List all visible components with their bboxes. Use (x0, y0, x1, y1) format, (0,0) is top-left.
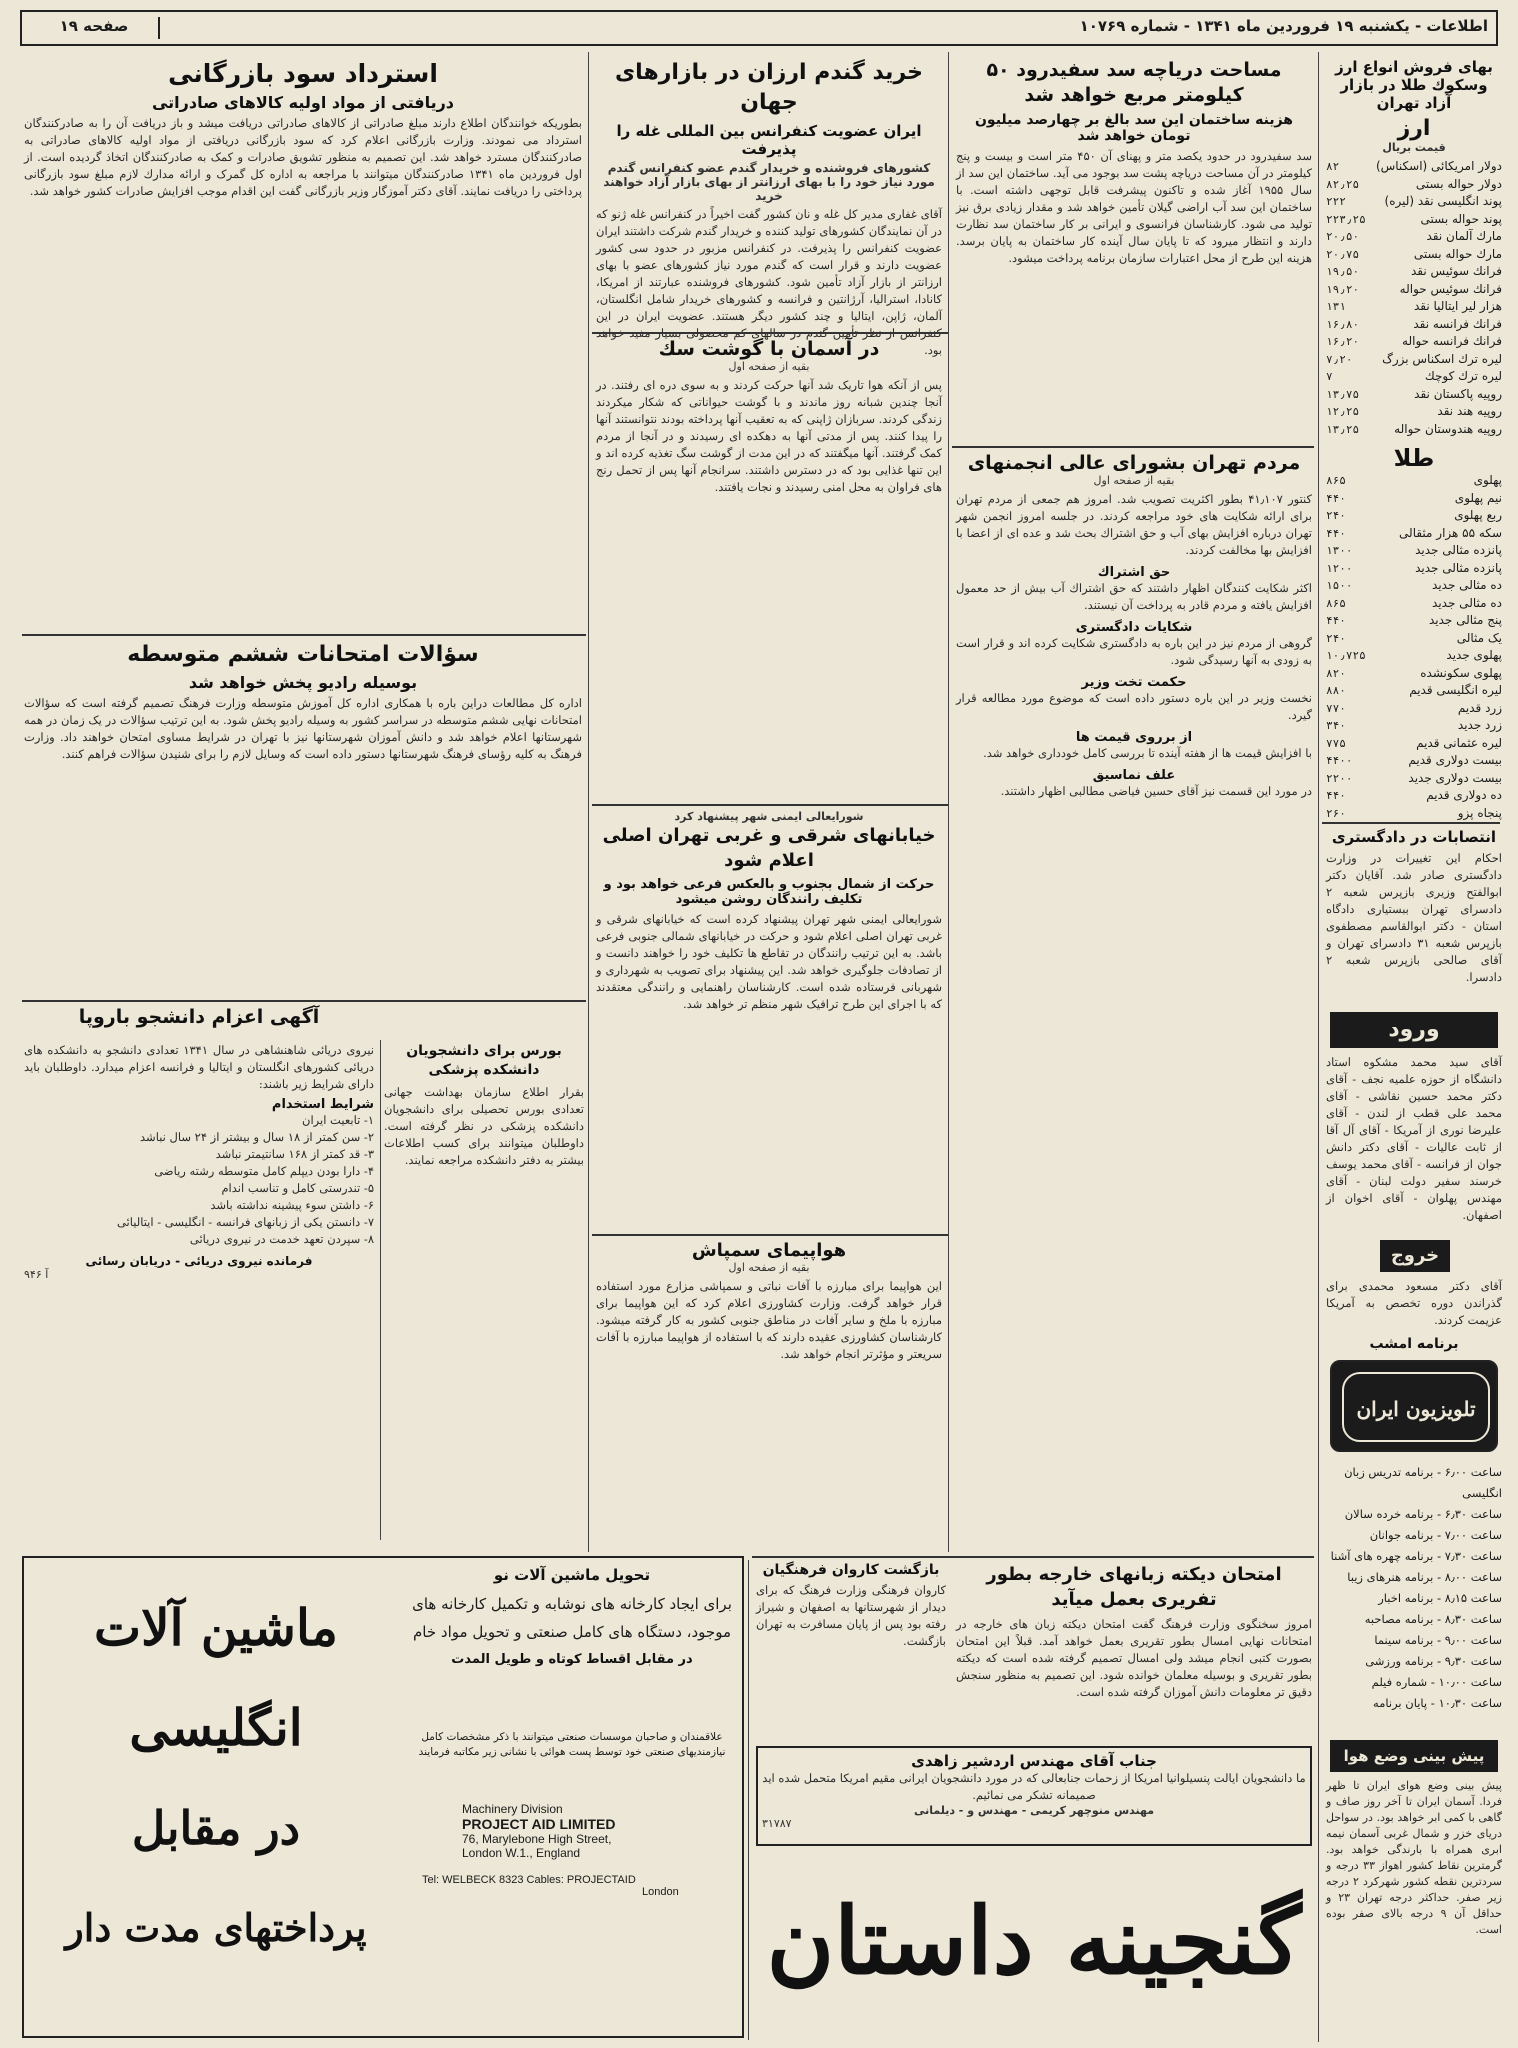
price-name: نیم پهلوی (1454, 490, 1502, 505)
navy-condition-item: ۱- تابعیت ایران (302, 1113, 374, 1127)
tv-schedule-item: ساعت ۸٫۳۰ - برنامه مصاحبه (1364, 1612, 1502, 1626)
price-row (1326, 507, 1502, 525)
price-name: فرانك سوئیس حواله (1399, 281, 1502, 296)
court-text: احکام این تغییرات در وزارت دادگستری صادر شد. آقایان دکتر ابوالفتح وزیری بازپرس شعبه ۲ دادسرای تهران ببستیاری دادگاه استان - دکتر ابوالقاسم مصطفوی بازپرس شعبه ۳۱ دادسرای تهران و آقای صالحی بازپرس شعبه ۲ دادسرا. (1326, 851, 1502, 984)
graduate-code: ۳۱۷۸۷ (762, 1817, 792, 1830)
machinery-invite: علاقمندان و صاحبان موسسات صنعتی میتوانند با ذکر مشخصات کامل نیازمندیهای صنعتی خود توسط پست هوائی با نشانی زیر مکاتبه فرمایند (418, 1731, 726, 1758)
court-title: انتصابات در دادگستری (1331, 828, 1497, 846)
price-row (1326, 158, 1502, 176)
price-value: ۲۶۰ (1326, 806, 1346, 820)
price-value: ۲۰٫۷۵ (1326, 247, 1360, 261)
price-row (1326, 700, 1502, 718)
price-value: ۲۲۳٫۲۵ (1326, 212, 1366, 226)
tv-schedule-item: ساعت ۶٫۰۰ - برنامه تدریس زبان انگلیسی (1344, 1465, 1502, 1500)
council-text5: با افزایش قیمت ها از هفته آینده تا بررسی کامل خودداری خواهد شد. (983, 746, 1312, 760)
price-row (1326, 612, 1502, 630)
price-name: لیره انگلیسی قدیم (1409, 683, 1502, 697)
profit-article (24, 58, 582, 628)
price-row (1326, 577, 1502, 595)
price-name: پانزده مثالی جدید (1415, 543, 1502, 557)
wheat-subhead: ایران عضویت کنفرانس بین المللی غله را پذیرفت (616, 122, 922, 158)
exams-article (24, 640, 582, 996)
machinery-terms: در مقابل اقساط کوتاه و طویل المدت (451, 1652, 693, 1667)
price-value: ۱۹٫۵۰ (1326, 265, 1360, 278)
departures-title: خروج (1380, 1240, 1450, 1272)
price-name: لیره ترك اسکناس بزرگ (1382, 351, 1502, 366)
language-exam-headline: امتحان دیکته زبانهای خارجه بطور تفریری بعمل میآید (986, 1564, 1282, 1610)
price-row (1326, 193, 1502, 211)
price-row (1326, 351, 1502, 369)
price-name: یک مثالی (1456, 630, 1502, 645)
price-value: ۲۴۰ (1326, 509, 1346, 522)
council-sub3: حکمت تخت وزیر (1081, 675, 1187, 690)
story-ad-title: گنجینه داستان (766, 1887, 1302, 1995)
tv-schedule-item: ساعت ۷٫۳۰ - برنامه چهره های آشنا (1330, 1549, 1502, 1563)
navy-condition-item: ۲- سن کمتر از ۱۸ سال و بیشتر از ۲۴ سال نباشد (140, 1130, 374, 1144)
price-row (1326, 542, 1502, 560)
machinery-top-title: تحویل ماشین آلات نو (493, 1566, 651, 1584)
tv-schedule-item: ساعت ۶٫۳۰ - برنامه خرده سالان (1344, 1507, 1502, 1521)
flour-article (596, 338, 942, 798)
price-row (1326, 298, 1502, 316)
weather-text: پیش بینی وضع هوای ایران تا ظهر فردا. آسمان ایران تا آخر روز صاف و گاهی با کمی ابر خواهد بود. در سواحل دریای خزر و شمال غربی آسمان نیمه ابری همراه با بارندگی خواهد بود. گرمترین نقاط کشور اهواز ۳۳ درجه و سردترین نقطه کشور شهرکرد ۲ درجه زیر صفر. حداکثر درجه تهران ۲۳ و حداقل آن ۹ درجه بالای صفر بوده است. (1326, 1779, 1503, 1936)
price-value: ۸۶۵ (1326, 474, 1346, 487)
price-value: ۲۴۰ (1326, 631, 1346, 645)
dateline: اطلاعات - یکشنبه ۱۹ فروردین ماه ۱۳۴۱ - شماره ۱۰۷۶۹ (1079, 17, 1488, 35)
masthead-bar (20, 10, 1498, 46)
caravan-headline: بازگشت کاروان فرهنگیان (762, 1562, 940, 1578)
price-value: ۸۲۰ (1326, 666, 1346, 680)
navy-condition-item: ۳- قد کمتر از ۱۶۸ سانتیمتر نباشد (215, 1147, 374, 1161)
price-value: ۴۴۰ (1326, 491, 1346, 505)
price-value: ۱۳۰۰ (1326, 544, 1353, 557)
price-row (1326, 665, 1502, 683)
aircraft-article (596, 1240, 942, 1540)
council-text6: در مورد این قسمت نیز آقای حسین فیاضی مطالبی اظهار داشتند. (1000, 784, 1312, 798)
navy-signature: فرمانده نیروی دریائی - دریابان رسائی (85, 1254, 313, 1268)
aircraft-text: این هواپیما برای مبارزه با آفات نباتی و سمپاشی مزارع مورد استفاده قرار خواهد گرفت. وزارت کشاورزی اعلام کرد که این هواپیما برای مبارزه با ملخ و سایر آفات در مناطق جنوبی کشور به کار گرفته میشود. کارشناسان کشاورزی عقیده دارند که با استفاده از هواپیما مبارزه با آفات سریعتر و مؤثرتر انجام خواهد شد. (596, 1279, 942, 1361)
price-value: ۸۲ (1326, 160, 1340, 173)
price-value: ۱۵۰۰ (1326, 579, 1353, 592)
gold-table (1326, 472, 1502, 822)
price-row (1326, 682, 1502, 700)
price-name: زرد جدید (1457, 718, 1502, 732)
price-name: پنج مثالی جدید (1428, 613, 1502, 627)
gold-heading: طلا (1393, 444, 1435, 472)
price-value: ۷۷۰ (1326, 701, 1346, 715)
price-row (1326, 403, 1502, 421)
price-value: ۸۸۰ (1326, 684, 1346, 697)
machinery-tel: Tel: WELBECK 8323 Cables: PROJECTAID (422, 1874, 636, 1886)
machinery-city: London W.1., England (462, 1846, 581, 1860)
price-name: روپیه هندوستان حواله (1394, 421, 1502, 436)
price-value: ۱۶٫۲۰ (1326, 335, 1360, 348)
dam-article (956, 58, 1312, 348)
machinery-big1: ماشین آلات (94, 1598, 338, 1657)
streets-kicker: شورایعالی ایمنی شهر پیشنهاد کرد (674, 810, 864, 823)
council-text4: نخست وزیر در این باره دستور داده است که موضوع مورد مطالعه قرار گیرد. (956, 691, 1312, 722)
machinery-top-text: برای ایجاد کارخانه های نوشابه و تکمیل کارخانه های موجود، دستگاه های کامل صنعتی و تحویل مواد خام (412, 1595, 732, 1641)
arrivals-title: ورود (1330, 1012, 1498, 1048)
price-name: هزار لیر ایتالیا نقد (1413, 299, 1502, 313)
council-sub2: شکایات دادگستری (1075, 620, 1193, 635)
price-value: ۱۰٫۷۲۵ (1326, 649, 1366, 662)
price-name: دولار امریکائی (اسکناس) (1375, 159, 1502, 173)
price-name: پوند انگلیسی نقد (لیره) (1384, 194, 1502, 208)
streets-text: شورایعالی ایمنی شهر تهران پیشنهاد کرده است که خیابانهای شرقی و غربی تهران اصلی اعلام شود و حرکت در خیابانهای شمالی جنوبی فرعی باشد. به این ترتیب رانندگان در تقاطع ها تکلیف خود را خواهند دانست و از تصادفات جلوگیری خواهد شد. این پیشنهاد برای تصویب به شهرداری و شهربانی فرستاده شده است. کارشناسان راهنمایی و رانندگی معتقدند که با اجرای این طرح ترافیک شهر منظم تر خواهد شد. (596, 912, 942, 1011)
currency-table (1326, 158, 1502, 438)
currency-heading: ارز (1397, 116, 1431, 141)
council-text2: اکثر شکایت کنندگان اظهار داشتند که حق اشتراك آب بیش از حد معمول افزایش یافته و مردم قادر به پرداخت آن نیستند. (956, 581, 1312, 612)
price-value: ۱۳٫۷۵ (1326, 387, 1360, 401)
price-name: ده دولاری قدیم (1426, 788, 1502, 802)
price-name: پوند حواله بستی (1420, 211, 1502, 226)
aircraft-cont: بقیه از صفحه اول (728, 1261, 810, 1274)
price-name: بیست دولاری قدیم (1408, 753, 1502, 767)
tv-schedule-item: ساعت ۱۰٫۰۰ - شماره فیلم (1371, 1675, 1502, 1689)
story-ad (756, 1856, 1312, 2036)
price-row (1326, 525, 1502, 543)
tv-schedule (1326, 1462, 1502, 1732)
price-name: بیست دولاری جدید (1408, 770, 1502, 785)
navy-condition-item: ۸- سپردن تعهد خدمت در نیروی دریائی (189, 1232, 374, 1246)
tv-schedule-item: ساعت ۸٫۰۰ - برنامه هنرهای زیبا (1347, 1570, 1502, 1584)
council-sub5: علف نماسیق (1092, 768, 1176, 783)
price-name: لیره عثمانی قدیم (1416, 735, 1502, 750)
tv-schedule-item: ساعت ۱۰٫۳۰ - پایان برنامه (1373, 1696, 1502, 1710)
price-name: پهلوی سکونشده (1420, 665, 1502, 680)
navy-ad (24, 1042, 374, 1542)
machinery-invite-wrap (412, 1730, 732, 1790)
exams-headline: سؤالات امتحانات ششم متوسطه (127, 642, 479, 667)
price-name: روپیه هند نقد (1437, 404, 1502, 418)
currency-sub: قیمت بریال (1382, 141, 1446, 154)
navy-headline-wrap (24, 1006, 374, 1040)
price-row (1326, 472, 1502, 490)
dam-text: سد سفیدرود در حدود یکصد متر و پهنای آن ۴۵۰ متر است و بیست و پنج کیلومتر در آن مساحت دریاچه پشت سد بوجود می آید. ساختمان این سد از سال ۱۹۵۵ آغاز شده و تاکنون پیشرفت قابل توجهی داشته است. با ساختمان این سد آب اراضی گیلان تأمین خواهد شد و مقدار زیادی برق نیز تولید می شود. کارشناسان فرانسوی و ایرانی بر کار ساختمان سد نظارت دارند و انتظار میرود که تا پایان سال آینده کار ساختمان به پایان برسد. هزینه این طرح از محل اعتبارات سازمان برنامه پرداخت میشود. (956, 149, 1312, 265)
tv-schedule-item: ساعت ۹٫۰۰ - برنامه سینما (1374, 1633, 1502, 1647)
price-value: ۸۶۵ (1326, 596, 1346, 610)
price-name: ربع پهلوی (1454, 508, 1502, 522)
price-value: ۳۴۰ (1326, 719, 1346, 732)
exams-text: اداره کل مطالعات دراین باره با همکاری اداره کل آموزش متوسطه وزارت فرهنگ تصمیم گرفته است که سؤالات امتحانات نهایی ششم متوسطه در سراسر کشور به وسیله رادیو پخش شود. به این ترتیب سؤالات در یک زمان در همه شهرستانها اعلام خواهد شد و دانش آموزان شهرستانها نیز با تهران در شرایط مساوی امتحان خواهند داد. وزارت فرهنگ به کلیه رؤسای فرهنگ شهرستانها دستور داده است که وسایل لازم را برای شنیدن سؤالات فراهم کنند. (24, 696, 582, 761)
graduate-signature: مهندس منوچهر کریمی - مهندس و - دیلمانی (913, 1804, 1155, 1817)
price-value: ۴۴۰ (1326, 526, 1346, 540)
council-text3: گروهی از مردم نیز در این باره به دادگستری شکایت کرده اند و قرار است به زودی به آنها رسیدگی شود. (956, 636, 1312, 667)
navy-condition-item: ۷- دانستن یکی از زبانهای فرانسه - انگلیسی - ایتالیائی (116, 1215, 374, 1229)
price-value: ۷۷۵ (1326, 736, 1346, 750)
machinery-big-text (36, 1578, 396, 2018)
price-name: روپیه پاکستان نقد (1414, 386, 1502, 401)
price-row (1326, 368, 1502, 386)
navy-headline: آگهی اعزام دانشجو باروپا (78, 1006, 320, 1028)
dam-headline: مساحت دریاچه سد سفیدرود ۵۰ کیلومتر مربع خواهد شد (986, 59, 1282, 106)
caravan-text: کاروان فرهنگی وزارت فرهنگ که برای دیدار از شهرستانها به اصفهان و شیراز رفته بود پس از پایان مسافرت به تهران بازگشت. (756, 1583, 946, 1648)
wheat-subhead2: کشورهای فروشنده و خریدار گندم عضو کنفرانس گندم مورد نیاز خود را با بهای ارزانتر از بهای بازار آزاد خواهند خرید (603, 161, 935, 203)
price-value: ۸۲٫۲۵ (1326, 177, 1360, 191)
machinery-big4: پرداختهای مدت دار (65, 1905, 367, 1950)
bourse-headline: بورس برای دانشجویان دانشکده پزشکی (406, 1043, 562, 1078)
council-cont: بقیه از صفحه اول (1093, 474, 1175, 487)
price-row (1326, 211, 1502, 229)
price-row (1326, 717, 1502, 735)
price-row (1326, 386, 1502, 404)
price-value: ۷٫۲۰ (1326, 352, 1353, 366)
machinery-ad (22, 1556, 744, 2038)
language-exam-text: امروز سخنگوی وزارت فرهنگ گفت امتحان دیکته زبان های خارجه در امتحانات نهایی امسال بطور تقریری بعمل خواهد آمد. قبلاً این امتحان بصورت کتبی انجام میشد ولی امسال تصمیم گرفته شده است که دیکته بطور تقریری و بوسیله معلمان خوانده شود. این تصمیم به منظور سنجش دقیق تر معلومات دانش آموزان گرفته شده است. (956, 1617, 1312, 1699)
price-row (1326, 630, 1502, 648)
price-name: ده مثالی جدید (1432, 578, 1502, 592)
price-value: ۴۴۰ (1326, 614, 1346, 627)
price-name: فرانك فرانسه نقد (1413, 316, 1502, 331)
council-article (956, 452, 1312, 1542)
navy-condition-item: ۴- دارا بودن دیپلم کامل متوسطه رشته ریاضی (154, 1164, 374, 1178)
navy-text: نیروی دریائی شاهنشاهی در سال ۱۳۴۱ تعدادی دانشجو به دانشکده های دریائی کشورهای انگلستان و ایتالیا و فرانسه اعزام میدارد. داوطلبان باید دارای شرایط زیر باشند: (24, 1043, 374, 1091)
price-row (1326, 595, 1502, 613)
streets-subhead: حرکت از شمال بجنوب و بالعکس فرعی خواهد بود و تکلیف رانندگان روشن میشود (603, 877, 935, 907)
tv-schedule-item: ساعت ۸٫۱۵ - برنامه اخبار (1378, 1591, 1502, 1605)
price-name: سکه ۵۵ هزار مثقالی (1399, 525, 1502, 540)
price-value: ۴۴۰ (1326, 789, 1346, 802)
navy-conditions (24, 1112, 374, 1248)
bourse-article (384, 1042, 584, 1292)
price-row (1326, 647, 1502, 665)
price-name: زرد قدیم (1457, 700, 1502, 715)
price-name: پهلوی جدید (1446, 648, 1502, 662)
price-row (1326, 735, 1502, 753)
profit-headline: استرداد سود بازرگانی (168, 59, 438, 88)
price-value: ۱۶٫۸۰ (1326, 317, 1360, 331)
profit-subhead: دریافتی از مواد اولیه کالاهای صادراتی (151, 93, 455, 112)
graduate-headline: جناب آقای مهندس اردشیر زاهدی (911, 1752, 1157, 1770)
price-row (1326, 316, 1502, 334)
aircraft-headline: هواپیمای سمپاش (691, 1240, 847, 1261)
price-name: مارك آلمان نقد (1426, 229, 1502, 243)
graduate-text: ما دانشجویان ایالت پنسیلوانیا امریکا از زحمات جنابعالی که در مورد دانشجویان ایرانی مقیم امریکا متحمل شده اید صمیمانه تشکر می نمائیم. (762, 1771, 1306, 1802)
tv-program-title: برنامه امشب (1369, 1336, 1459, 1352)
price-value: ۴۴۰۰ (1326, 754, 1353, 767)
price-row (1326, 421, 1502, 439)
price-row (1326, 333, 1502, 351)
price-name: دولار حواله بستی (1415, 176, 1502, 191)
council-sub4: از برروی قیمت ها (1075, 730, 1193, 745)
machinery-address (412, 1802, 732, 2022)
council-sub1: حق اشتراك (1097, 565, 1171, 580)
price-name: ده مثالی جدید (1432, 595, 1502, 610)
machinery-street: 76, Marylebone High Street, (462, 1832, 612, 1846)
price-row (1326, 805, 1502, 823)
price-row (1326, 281, 1502, 299)
price-value: ۱۲۰۰ (1326, 561, 1353, 575)
machinery-top (412, 1566, 732, 1716)
price-name: پانزده مثالی جدید (1415, 560, 1502, 575)
market-title: بهای فروش انواع ارز وسکوك طلا در بازار آزاد تهران (1335, 58, 1493, 112)
tv-schedule-item: ساعت ۹٫۳۰ - برنامه ورزشی (1365, 1654, 1502, 1668)
arrivals-text: آقای سید محمد مشکوه استاد دانشگاه از حوزه علمیه نجف - آقای دکتر محمد حسین نقاشی - آقای محمد علی قطب از لندن - آقای علیرضا نوری از آمریکا - آقای آل آقا از ثابت عالیات - آقای دکتر دانش جوان از فرانسه - آقای محمد یوسف خرسند سفیر دولت لبنان - آقای مهندس پهلوان - آقای اخوان از اصفهان. (1326, 1055, 1502, 1222)
price-value: ۱۳۱ (1326, 300, 1346, 313)
profit-text: بطوریکه خوانندگان اطلاع دارند مبلغ صادراتی از کالاهای صادراتی دریافت میشد و باز دریافت آن را به صادرکنندگان استرداد می نمودند. وزارت بازرگانی اعلام کرد که سود بازرگانی دریافتی از مواد اولیه کالاهای صادراتی به صادرکنندگان مسترد خواهد شد. این تصمیم به منظور تشویق صادرات و کمک به صادرکنندگان اتخاذ گردیده است. از اول فروردین ماه ۱۳۴۱ صادرکنندگان میتوانند با مراجعه به اداره کل گمرک و ارائه مدارك لازم مبلغ سود بازرگانی پرداختی را دریافت نمایند. آقای دکتر آموزگار وزیر بازرگانی گفت این اقدام موجب افزایش صادرات کشور خواهد شد. (24, 116, 582, 198)
market-prices (1326, 58, 1502, 818)
streets-article (596, 810, 942, 1230)
council-headline: مردم تهران بشورای عالی انجمنهای (967, 452, 1301, 474)
price-row (1326, 228, 1502, 246)
navy-sub: شرایط استخدام (271, 1097, 374, 1112)
streets-headline: خیابانهای شرقی و غربی تهران اصلی اعلام شود (602, 825, 936, 871)
price-row (1326, 263, 1502, 281)
price-value: ۲۲۲ (1326, 195, 1346, 208)
price-name: مارك حواله بستی (1413, 246, 1502, 261)
tv-logo-text: تلویزیون ایران (1342, 1372, 1490, 1442)
price-name: لیره ترك كوچك (1424, 369, 1502, 383)
price-name: پنجاه پزو (1457, 805, 1502, 820)
price-value: ۲۰٫۵۰ (1326, 230, 1360, 243)
machinery-big3: در مقابل (131, 1801, 301, 1855)
wheat-text: آقای غفاری مدیر کل غله و نان کشور گفت اخیراً در کنفرانس غله ژنو که در آن نمایندگان کشورهای تولید کننده و خریدار گندم شرکت داشتند ایران عضویت کنفرانس را پذیرفت. در کنفرانس مزبور در حدود سی کشور عضویت دارند و قرار است که گندم مورد نیاز کشورهای عضو با بهای ارزانتر از بازار آزاد تأمین شود. کشورهای فروشنده عبارتند از امریکا، کانادا، استرالیا، آرژانتین و فرانسه و کشورهای خریدار شامل انگلستان، آلمان، ژاپن، ایتالیا و چند کشور دیگر هستند. عضویت ایران در این کنفرانس از نظر تأمین گندم در سالهای کم محصولی بسیار مفید خواهد بود. (596, 207, 942, 357)
price-name: فرانك فرانسه حواله (1402, 334, 1502, 348)
price-value: ۷ (1326, 370, 1333, 383)
flour-text: پس از آنکه هوا تاریک شد آنها حرکت کردند و به سوی دره ای رفتند. در آنجا چندین شبانه روز ماندند و با گوشت حیواناتی که شکار میکردند زندگی کردند. سربازان ژاپنی که به تعقیب آنها پرداخته بودند نتوانستند آنها را پیدا کنند. پس از مدتی آنها به دهکده ای رسیدند و در آنجا از مردم کمک گرفتند. آنها میگفتند که در این مدت از گوشت سگ تغذیه کرده اند و این تنها غذایی بود که در دسترس داشتند. سرانجام آنها پس از تحمل رنج های فراوان به محل امنی رسیدند و نجات یافتند. (596, 378, 942, 494)
court-item (1326, 828, 1502, 1008)
price-value: ۲۲۰۰ (1326, 771, 1353, 785)
graduate-notice (756, 1746, 1312, 1846)
flour-headline: در آسمان با گوشت سك (658, 338, 880, 360)
tv-schedule-item: ساعت ۷٫۰۰ - برنامه جوانان (1369, 1528, 1502, 1542)
price-row (1326, 176, 1502, 194)
wheat-headline: خرید گندم ارزان در بازارهای جهان (615, 60, 923, 115)
price-row (1326, 770, 1502, 788)
departures-text: آقای دکتر مسعود محمدی برای گذراندن دوره تخصص به آمریکا عزیمت کردند. (1326, 1279, 1502, 1327)
flour-cont: بقیه از صفحه اول (728, 360, 810, 373)
navy-code: آ ۹۴۶ (24, 1268, 49, 1281)
exams-subhead: بوسیله رادیو پخش خواهد شد (188, 673, 418, 692)
caravan-article (756, 1562, 946, 1742)
price-row (1326, 787, 1502, 805)
tv-logo (1330, 1360, 1498, 1452)
weather-title: پیش بینی وضع هوا (1330, 1740, 1498, 1772)
price-row (1326, 752, 1502, 770)
machinery-big2: انگلیسی (129, 1698, 303, 1757)
price-name: فرانك سوئیس نقد (1411, 264, 1502, 278)
navy-condition-item: ۶- داشتن سوء پیشینه نداشته باشد (210, 1198, 374, 1212)
price-row (1326, 490, 1502, 508)
navy-condition-item: ۵- تندرستی کامل و تناسب اندام (221, 1181, 374, 1195)
machinery-division: Machinery Division (462, 1802, 563, 1816)
price-value: ۱۲٫۲۵ (1326, 405, 1360, 418)
council-text: کنتور ۴۱٫۱۰۷ بطور اکثریت تصویب شد. امروز هم جمعی از مردم تهران برای ارائه شکایت های خود مراجعه کردند. در جلسه امروز انجمن شهر تهران درباره افزایش بهای آب و حق اشتراك بحث شد و عده ای از اعضا با افزایش بها مخالفت کردند. (956, 492, 1312, 557)
machinery-cable-city: London (642, 1886, 679, 1898)
page-number: صفحه ۱۹ (30, 17, 160, 39)
dam-subhead: هزینه ساختمان این سد بالغ بر چهارصد میلیون تومان خواهد شد (974, 112, 1294, 144)
bourse-text: بقرار اطلاع سازمان بهداشت جهانی تعدادی بورس تحصیلی برای دانشجویان دانشکده پزشکی در نظر گرفته است. داوطلبان میتوانند برای کسب اطلاعات بیشتر به دفتر دانشکده مراجعه نمایند. (384, 1085, 584, 1167)
price-name: پهلوی (1473, 473, 1502, 487)
machinery-company: PROJECT AID LIMITED (462, 1816, 616, 1832)
price-row (1326, 246, 1502, 264)
price-row (1326, 560, 1502, 578)
price-value: ۱۳٫۲۵ (1326, 422, 1360, 436)
price-value: ۱۹٫۲۰ (1326, 282, 1360, 296)
